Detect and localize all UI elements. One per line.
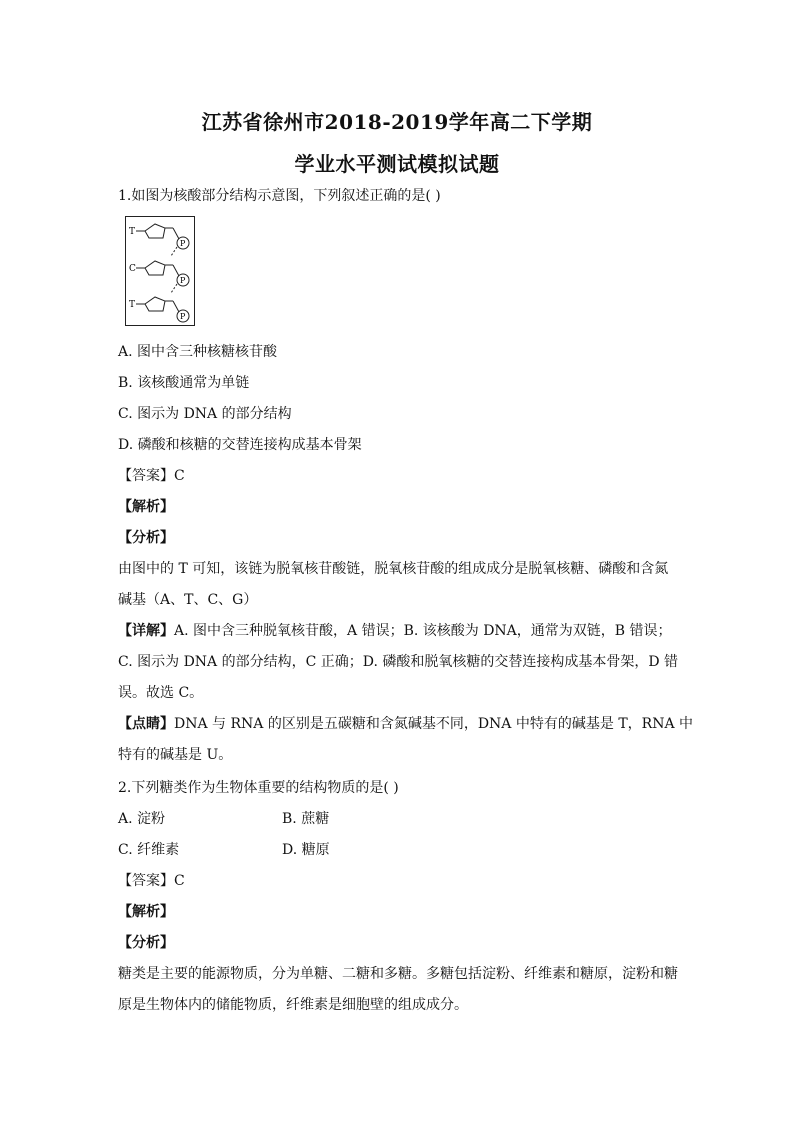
phosphate-label-2: P — [180, 276, 186, 285]
q2-fenxi-line-2: 原是生物体内的储能物质，纤维素是细胞壁的组成成分。 — [118, 997, 468, 1013]
q2-option-b: B. 蔗糖 — [282, 811, 330, 827]
nucleotide-1 — [129, 224, 189, 256]
q1-option-b: B. 该核酸通常为单链 — [118, 375, 250, 391]
q1-analysis-heading: 【解析】 — [118, 499, 174, 515]
nucleotide-2 — [129, 261, 189, 293]
q1-option-c: C. 图示为 DNA 的部分结构 — [118, 406, 292, 422]
q1-dianjing-line-2: 特有的碱基是 U。 — [118, 747, 233, 763]
base-label-1: T — [129, 227, 136, 237]
q1-detail-heading: 【详解】 — [118, 623, 174, 639]
q2-option-a: A. 淀粉 — [118, 811, 166, 827]
doc-title-line2: 学业水平测试模拟试题 — [294, 152, 500, 176]
base-label-3: T — [129, 300, 136, 310]
q2-stem: 2.下列糖类作为生物体重要的结构物质的是( ) — [118, 780, 399, 796]
q1-option-d: D. 磷酸和核糖的交替连接构成基本骨架 — [118, 437, 362, 453]
q2-fenxi-line-1: 糖类是主要的能源物质，分为单糖、二糖和多糖。多糖包括淀粉、纤维素和糖原，淀粉和糖 — [118, 966, 678, 982]
phosphate-label-3: P — [180, 312, 186, 321]
q1-dianjing-text-1: DNA 与 RNA 的区别是五碳糖和含氮碱基不同，DNA 中特有的碱基是 T，RNA 中 — [174, 716, 694, 732]
base-label-2: C — [129, 264, 136, 274]
q1-option-a: A. 图中含三种核糖核苷酸 — [118, 344, 278, 360]
q1-fenxi-line-1: 由图中的 T 可知，该链为脱氧核苷酸链，脱氧核苷酸的组成成分是脱氧核糖、磷酸和含氮 — [118, 561, 669, 577]
phosphate-label-1: P — [180, 239, 186, 248]
q1-dianjing-heading: 【点睛】 — [118, 716, 174, 732]
doc-title-line1: 江苏省徐州市2018-2019学年高二下学期 — [201, 110, 593, 134]
q1-dianjing-line-1 — [118, 714, 693, 734]
q1-fenxi-line-2: 碱基（A、T、C、G） — [118, 592, 258, 608]
q1-fenxi-heading: 【分析】 — [118, 530, 174, 546]
q1-detail-line-2: C. 图示为 DNA 的部分结构，C 正确；D. 磷酸和脱氧核糖的交替连接构成基本骨架，D 错 — [118, 654, 679, 670]
q2-option-c: C. 纤维素 — [118, 842, 180, 858]
q1-answer: 【答案】C — [118, 468, 185, 484]
q2-analysis-heading: 【解析】 — [118, 904, 174, 920]
q1-detail-line-1 — [118, 621, 672, 641]
q2-answer: 【答案】C — [118, 873, 185, 889]
q1-stem: 1.如图为核酸部分结构示意图，下列叙述正确的是( ) — [118, 188, 441, 204]
q1-detail-text-1: A. 图中含三种脱氧核苷酸，A 错误；B. 该核酸为 DNA，通常为双链，B 错误； — [174, 623, 672, 639]
nucleotide-3 — [129, 297, 189, 322]
q2-fenxi-heading: 【分析】 — [118, 935, 174, 951]
q2-option-d: D. 糖原 — [282, 842, 330, 858]
nucleotide-chain-figure — [125, 216, 195, 326]
q1-detail-line-3: 误。故选 C。 — [118, 685, 204, 701]
